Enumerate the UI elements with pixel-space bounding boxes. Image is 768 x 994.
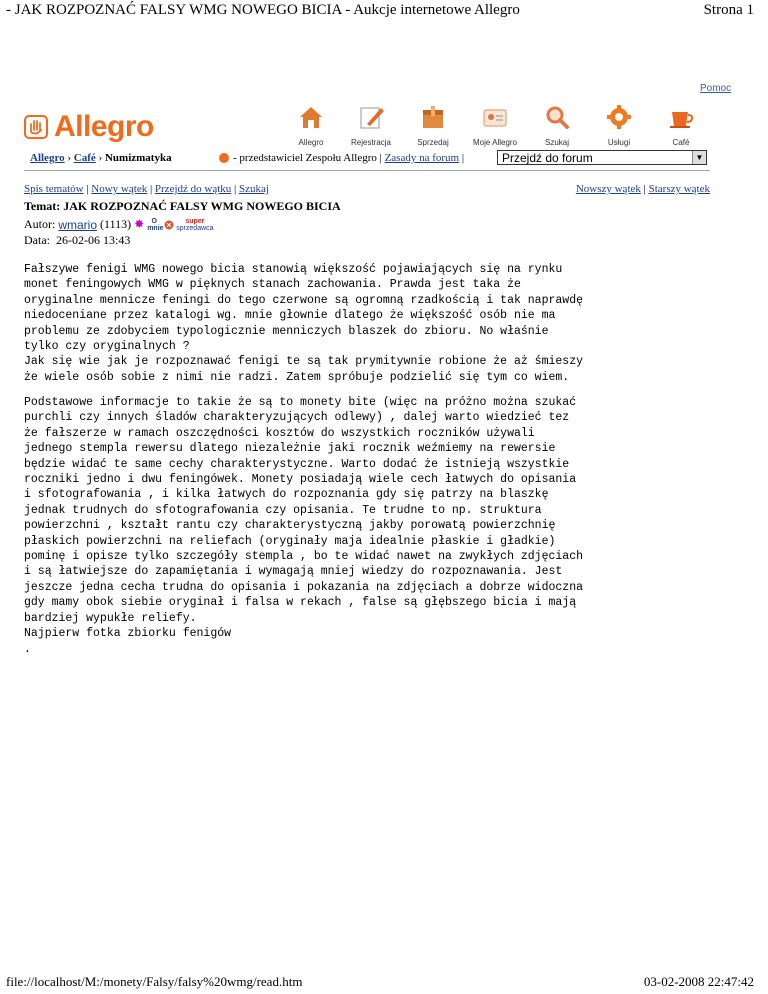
topic-list-link[interactable]: Spis tematów xyxy=(24,183,84,195)
id-card-icon xyxy=(481,104,509,130)
nav-label: Moje Allegro xyxy=(472,138,518,147)
print-footer-datetime: 03-02-2008 22:47:42 xyxy=(643,974,754,989)
author-name-link[interactable]: wmario xyxy=(58,217,98,232)
box-icon xyxy=(419,104,447,130)
house-icon xyxy=(297,104,325,130)
date-value: 26-02-06 13:43 xyxy=(56,233,131,247)
topic-title: Temat: JAK ROZPOZNAĆ FALSY WMG NOWEGO BICIA xyxy=(24,199,341,213)
header-divider xyxy=(24,170,710,171)
hand-icon xyxy=(24,115,48,139)
nav-moje-allegro[interactable] xyxy=(466,104,524,147)
print-page-number: Strona 1 xyxy=(703,2,754,18)
nav-sprzedaj[interactable] xyxy=(404,104,462,147)
author-rating: (1113) xyxy=(100,217,132,231)
rep-note xyxy=(219,152,464,164)
nav-uslugi[interactable] xyxy=(590,104,648,147)
super-seller-top: super xyxy=(185,217,205,225)
nav-label: Sprzedaj xyxy=(417,138,449,147)
link-separator: | xyxy=(643,183,646,195)
nav-szukaj[interactable] xyxy=(528,104,586,147)
breadcrumb-separator: › xyxy=(67,152,72,164)
chevron-down-icon[interactable]: ▼ xyxy=(692,151,706,164)
help-link[interactable]: Pomoc xyxy=(700,83,732,94)
print-header-title: - JAK ROZPOZNAĆ FALSY WMG NOWEGO BICIA - Aukcje internetowe Allegro xyxy=(6,2,520,18)
allegro-logo[interactable] xyxy=(24,110,154,144)
search-link[interactable]: Szukaj xyxy=(238,183,269,195)
super-seller-bottom: sprzedawca xyxy=(176,224,214,232)
link-separator: | xyxy=(86,183,89,195)
nav-label: Café xyxy=(672,138,690,147)
post-paragraph-1: Fałszywe fenigi WMG nowego bicia stanowią większość pojawiających się na rynku monet feningowych WMG w pięknych stanach zachowania. Prawda jest taka że oryginalne mennicze feningi do tego czerwone są ogromną rzadkością i tak naprawdę niedoceniane przez katalogi wg. mnie głownie dlatego że większość osób nie ma problemu ze zdobyciem typologicznie menniczych blaszek do zbioru. No właśnie tylko czy oryginalnych ? Jak się wie jak je rozpoznawać fenigi te są tak prymitywnie robione że aż śmieszy że wiele osób sobie z nimi nie radzi. Zatem spróbuje podzielić się tym co wiem. xyxy=(24,263,583,384)
magnifier-icon xyxy=(543,104,571,130)
forum-select-value: Przejdź do forum xyxy=(502,151,593,165)
post-date xyxy=(24,233,130,248)
allegro-team-icon xyxy=(219,153,229,163)
older-thread-link[interactable]: Starszy wątek xyxy=(648,183,710,195)
author-label: Autor: xyxy=(24,217,56,231)
breadcrumb-home[interactable]: Allegro xyxy=(30,152,65,164)
date-label: Data: xyxy=(24,233,50,247)
rep-note-text: - przedstawiciel Zespołu Allegro | xyxy=(233,152,382,164)
newer-thread-link[interactable]: Nowszy wątek xyxy=(575,183,641,195)
link-separator: | xyxy=(461,152,465,164)
goto-thread-link[interactable]: Przejdź do wątku xyxy=(154,183,232,195)
nav-label: Rejestracja xyxy=(350,138,391,147)
nav-label: Allegro xyxy=(298,138,324,147)
link-separator: | xyxy=(234,183,237,195)
cup-icon xyxy=(667,104,695,130)
thread-nav-links xyxy=(576,183,710,195)
nav-rejestracja[interactable] xyxy=(342,104,400,147)
thread-links xyxy=(24,183,269,195)
about-me-badge[interactable]: O mnie xyxy=(147,217,164,232)
main-nav xyxy=(280,104,710,147)
nav-label: Usługi xyxy=(607,138,631,147)
logo-text: Allegro xyxy=(54,110,154,143)
breadcrumb-cafe[interactable]: Café xyxy=(73,152,96,164)
post-paragraph-2: Podstawowe informacje to takie że są to monety bite (więc na próżno można szukać purchli czy innych śladów charakteryzujących odlewy) , dalej warto wiedzieć tez że fałszerze w ramach oszczędności kosztów do wszystkich roczników używali jednego stempla rewersu dlatego niezależnie jaki rocznik weźmiemy na rewersie będzie widać te same cechy charakterystyczne. Warto dodać że istnieją wszystkie roczniki jedno i dwu feningówek. Monety posiadają wiele cech łatwych do opisania i sfotografowania , i kilka łatwych do rozpoznania gdy się patrzy na blaszkę jednak trudnych do sfotografowania czy opisania. Te trudne to np. struktura powierzchni , kształt rantu czy charakterystyczną jakby porowatą powierzchnię płaskich powierzchni na reliefach (oryginały maja idealnie płaskie i gładkie) pominę i opisze tylko szczegóły stempla , bo te widać nawet na zwykłych zdjęciach i są łatwiejsze do zapamiętania i wymagają mniej wiedzy do rozpoznawania. Jest jeszcze jedna cecha trudna do opisania i pokazania na zdjęciach a dobrze widoczna gdy mamy obok siebie oryginał i falsa w rekach , false są głębszego bicia i mają bardziej wypukłe reliefy. Najpierw fotka zbiorku fenigów . xyxy=(24,396,583,656)
pencil-icon xyxy=(357,104,385,130)
nav-cafe[interactable] xyxy=(652,104,710,147)
breadcrumb-current: Numizmatyka xyxy=(104,152,172,164)
link-separator: | xyxy=(149,183,153,195)
print-footer-path: file://localhost/M:/monety/Falsy/falsy%20wmg/read.htm xyxy=(6,974,303,989)
super-seller-badge xyxy=(176,218,213,232)
forum-select[interactable] xyxy=(497,150,707,165)
author-line xyxy=(24,217,214,232)
nav-label: Szukaj xyxy=(544,138,569,147)
new-thread-link[interactable]: Nowy wątek xyxy=(91,183,148,195)
gear-icon xyxy=(605,104,633,130)
breadcrumb-separator: › xyxy=(98,152,103,164)
breadcrumb xyxy=(30,152,172,164)
super-seller-icon xyxy=(164,220,174,230)
star-icon: ✸ xyxy=(134,217,145,231)
nav-allegro[interactable] xyxy=(282,104,340,147)
forum-rules-link[interactable]: Zasady na forum xyxy=(384,152,460,164)
